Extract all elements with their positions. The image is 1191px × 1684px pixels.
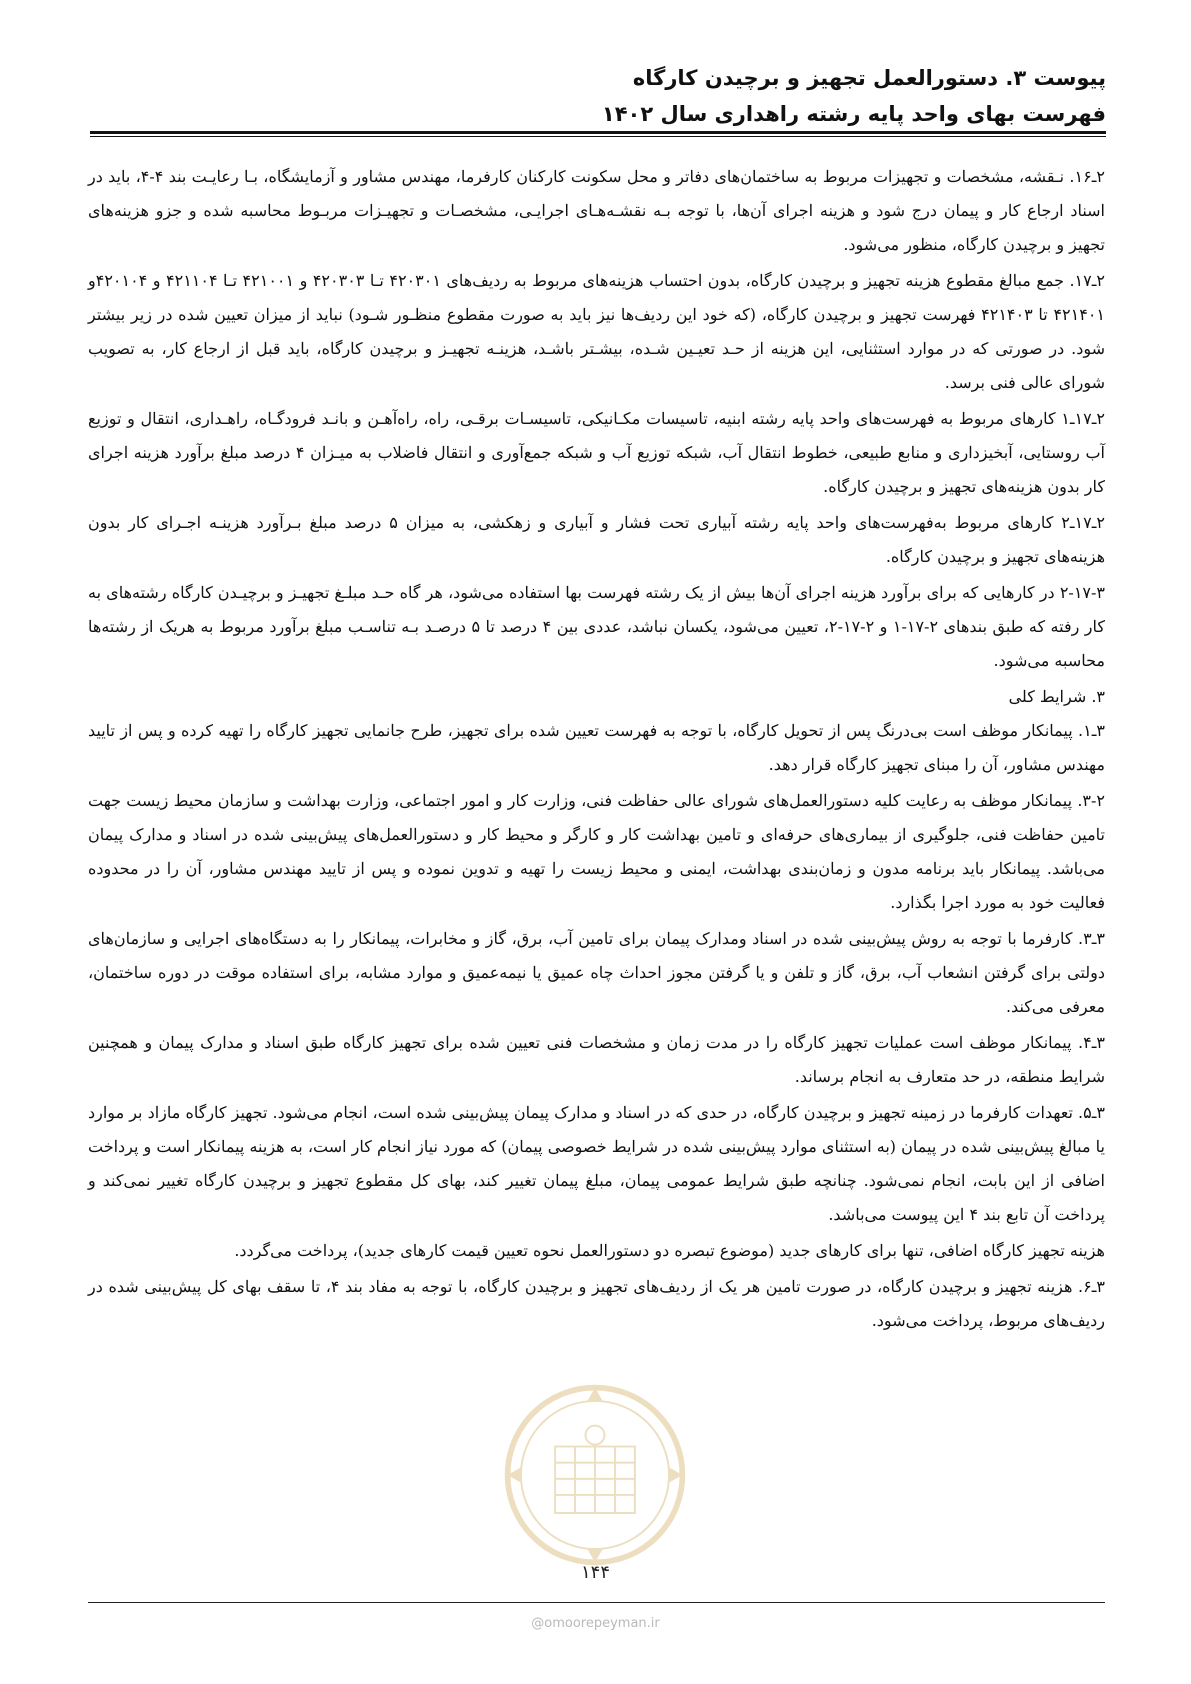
page-header [130, 60, 1106, 132]
document-body [88, 160, 1105, 1340]
footer-divider [88, 1602, 1105, 1603]
header-divider [90, 131, 1106, 137]
paragraph-2-17: ۲ـ۱۷. جمع مبالغ مقطوع هزینه تجهیز و برچیدن کارگاه، بدون احتساب هزینه‌های مربوط به ردیف‌های ۴۲۰۳۰۱ تـا ۴۲۰۳۰۳ و ۴۲۱۰۰۱ تـا ۴۲۱۱۰۴ و ۴۲۰۱۰۴و ۴۲۱۴۰۱ تا ۴۲۱۴۰۳ فهرست تجهیز و برچیدن کارگاه، (که خود این ردیف‌ها نیز باید به صورت مقطوع منظـور شـود) نباید از میزان تعیین شده در زیر بیشتر شود. در صورتی که در موارد استثنایی، این هزینه از حـد تعیـین شـده، بیشـتر باشـد، هزینـه تجهیـز و برچیدن کارگاه، باید قبل از ارجاع کار، به تصویب شورای عالی فنی برسد. [88, 271, 1106, 392]
paragraph-3-3: ۳ـ۳. کارفرما با توجه به روش پیش‌بینی شده در اسناد ومدارک پیمان برای تامین آب، برق، گاز و مخابرات، پیمانکار را به دستگاه‌های اجرایی و سازمان‌های دولتی برای گرفتن انشعاب آب، برق، گاز و تلفن و یا گرفتن مجوز احداث چاه عمیق یا نیمه‌عمیق و موارد مشابه، برای استفاده موقت در دوره ساختمان، معرفی می‌کند. [88, 929, 1106, 1016]
paragraph-3-2: ۳-۲. پیمانکار موظف به رعایت کلیه دستورالعمل‌های شورای عالی حفاظت فنی، وزارت کار و امور اجتماعی، وزارت بهداشت و سازمان محیط زیست جهت تامین حفاظت فنی، جلوگیری از بیماری‌های حرفه‌ای و تامین بهداشت کار و کارگر و محیط کار و دستورالعمل‌های پیش‌بینی شده در اسناد و مدارک پیمان می‌باشد. پیمانکار باید برنامه مدون و زمان‌بندی بهداشت، ایمنی و محیط زیست را تهیه و تدوین نموده و پس از تایید مهندس مشاور، آن را در محدوده فعالیت خود به مورد اجرا بگذارد. [88, 791, 1106, 912]
paragraph-2-17-2: ۲ـ۱۷ـ۲ کارهای مربوط به‌فهرست‌های واحد پایه رشته آبیاری تحت فشار و آبیاری و زهکشی، به میزان ۵ درصد مبلغ بـرآورد هزینـه اجـرای کار بدون هزینه‌های تجهیز و برچیدن کارگاه. [88, 513, 1105, 566]
paragraph-3-1: ۳ـ۱. پیمانکار موظف است بی‌درنگ پس از تحویل کارگاه، با توجه به فهرست تعیین شده برای تجهیز، طرح جانمایی تجهیز کارگاه را تهیه کرده و پس از تایید مهندس مشاور، آن را مبنای تجهیز کارگاه قرار دهد. [88, 721, 1105, 774]
paragraph-2-17-3: ۲-۱۷-۳ در کارهایی که برای برآورد هزینه اجرای آن‌ها بیش از یک رشته فهرست بها استفاده می‌شود، هر گاه حـد مبلـغ تجهیـز و برچیـدن کارگاه رشته‌های به کار رفته که طبق بندهای ۲-۱۷-۱ و ۲-۱۷-۲، تعیین می‌شود، یکسان نباشد، عددی بین ۴ درصد تا ۵ درصـد بـه تناسـب مبلغ برآورد مربوط به هریک از رشته‌ها محاسبه می‌شود. [88, 583, 1106, 670]
paragraph-3-5: ۳ـ۵. تعهدات کارفرما در زمینه تجهیز و برچیدن کارگاه، در حدی که در اسناد و مدارک پیمان پیش‌بینی شده است، انجام می‌شود. تجهیز کارگاه مازاد بر موارد یا مبالغ پیش‌بینی شده در پیمان (به استثنای موارد پیش‌بینی شده در شرایط خصوصی پیمان) که مورد نیاز انجام کار است، به هزینه پیمانکار است و پرداخت اضافی از این بابت، انجام نمی‌شود. چنانچه طبق شرایط عمومی پیمان، مبلغ پیمان تغییر کند، بهای کل مقطوع تجهیز و برچیدن کارگاه تغییر نمی‌کند و پرداخت آن تابع بند ۴ این پیوست می‌باشد. [88, 1103, 1106, 1224]
paragraph-3-4: ۳ـ۴. پیمانکار موظف است عملیات تجهیز کارگاه را در مدت زمان و مشخصات فنی تعیین شده برای تجهیز کارگاه طبق اسناد و مدارک پیمان و همچنین شرایط منطقه، در حد متعارف به انجام برساند. [88, 1033, 1105, 1086]
page-number: ۱۴۴ [580, 1562, 610, 1583]
paragraph-extra-cost: هزینه تجهیز کارگاه اضافی، تنها برای کارهای جدید (موضوع تبصره دو دستورالعمل نحوه تعیین قیمت کارهای جدید)، پرداخت می‌گردد. [234, 1241, 1105, 1260]
paragraph-3-6: ۳ـ۶. هزینه تجهیز و برچیدن کارگاه، در صورت تامین هر یک از ردیف‌های تجهیز و برچیدن کارگاه، با توجه به مفاد بند ۴، تا سقف بهای کل پیش‌بینی شده در ردیف‌های مربوط، پرداخت می‌شود. [88, 1277, 1106, 1330]
header-title-line-1: پیوست ۳. دستورالعمل تجهیز و برچیدن کارگاه [632, 66, 1106, 90]
paragraph-2-17-1: ۲ـ۱۷ـ۱ کارهای مربوط به فهرست‌های واحد پایه رشته ابنیه، تاسیسات مکـانیکی، تاسیسـات برقـی، راه، راه‌آهـن و بانـد فرودگـاه، راهـداری، انتقال و توزیع آب روستایی، آبخیزداری و منابع طبیعی، خطوط انتقال آب، شبکه توزیع آب و شبکه جمع‌آوری و انتقال فاضلاب به میـزان ۴ درصد مبلغ برآورد هزینه اجرای کار بدون هزینه‌های تجهیز و برچیدن کارگاه. [88, 409, 1105, 496]
watermark-url: @omoorepeyman.ir [531, 1616, 660, 1631]
watermark-seal-icon [500, 1380, 690, 1570]
section-heading-general-conditions: ۳. شرایط کلی [1008, 687, 1105, 706]
paragraph-2-16: ۲ـ۱۶. نـقشه، مشخصات و تجهیزات مربوط به ساختمان‌های دفاتر و محل سکونت کارکنان کارفرما، مهندس مشاور و آزمایشگاه، بـا رعایـت بند ۴-۴، باید در اسناد ارجاع کار و پیمان درج شود و هزینه اجرای آن‌ها، با توجه بـه نقشـه‌هـای اجرایـی، مشخصـات و تجهیـزات مربـوط محاسبه شده و جزو هزینه‌های تجهیز و برچیدن کارگاه، منظور می‌شود. [88, 167, 1105, 254]
header-title-line-2: فهرست بهای واحد پایه رشته راهداری سال ۱۴۰۲ [601, 102, 1106, 126]
